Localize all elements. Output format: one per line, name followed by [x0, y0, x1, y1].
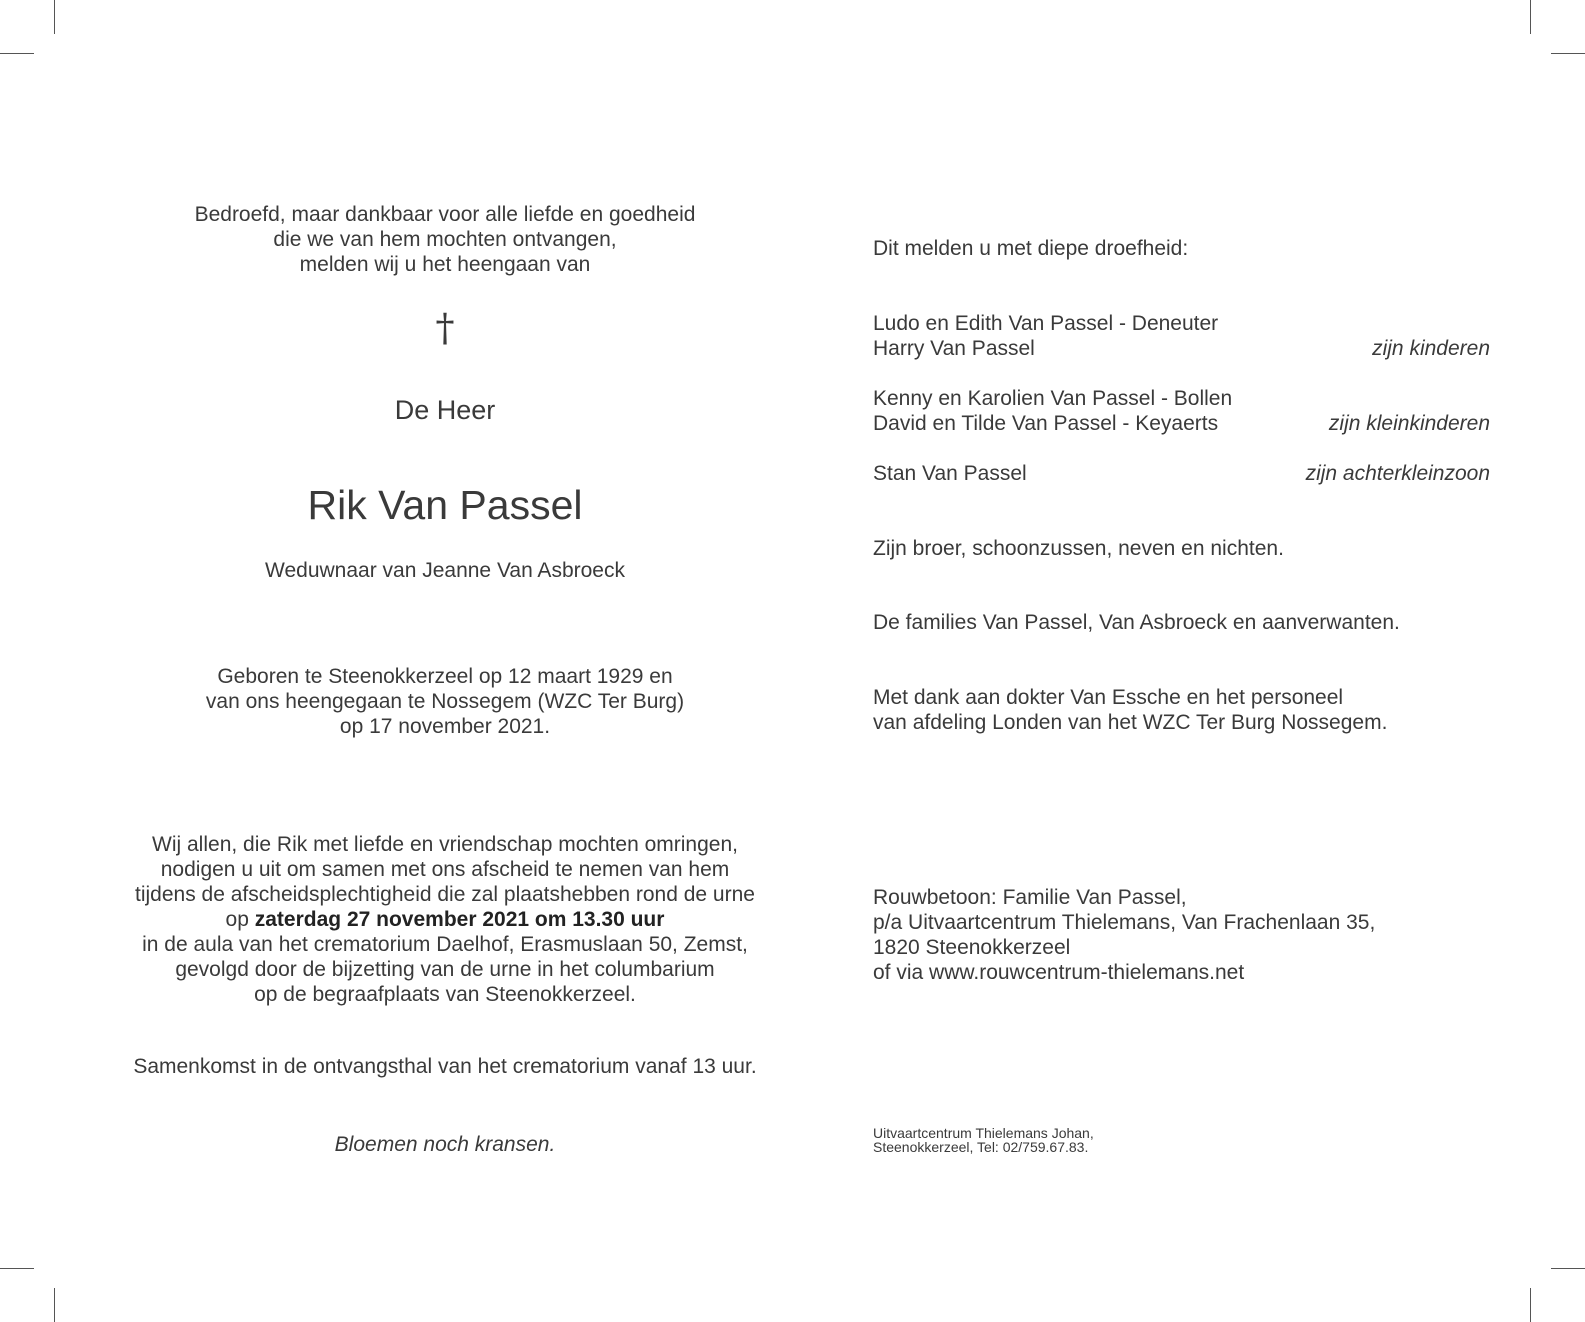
birth-line: op 17 november 2021.: [339, 715, 551, 738]
invitation-line: op de begraafplaats van Steenokkerzeel.: [254, 983, 636, 1006]
thanks-line: van afdeling Londen van het WZC Ter Burg Nossegem.: [873, 711, 1388, 734]
crop-mark: [1551, 53, 1585, 54]
great-grandchild-role: zijn achterkleinzoon: [1305, 462, 1490, 485]
crop-mark: [54, 0, 55, 34]
crop-mark: [1530, 1288, 1531, 1322]
great-grandchild-line: Stan Van Passel: [873, 462, 1027, 485]
intro-line: melden wij u het heengaan van: [299, 253, 591, 276]
children-line: Harry Van Passel: [873, 337, 1035, 360]
funeral-home-footer: Uitvaartcentrum Thielemans Johan,: [873, 1125, 1094, 1141]
flowers-text: Bloemen noch kransen.: [334, 1133, 556, 1156]
siblings-text: Zijn broer, schoonzussen, neven en nichten.: [873, 537, 1284, 560]
children-line: Ludo en Edith Van Passel - Deneuter: [873, 312, 1219, 335]
gathering-text: Samenkomst in de ontvangsthal van het crematorium vanaf 13 uur.: [133, 1055, 757, 1078]
grandchildren-line: David en Tilde Van Passel - Keyaerts: [873, 412, 1219, 435]
crop-mark: [54, 1288, 55, 1322]
funeral-home-footer: Steenokkerzeel, Tel: 02/759.67.83.: [873, 1139, 1089, 1155]
ceremony-datetime: zaterdag 27 november 2021 om 13.30 uur: [254, 908, 665, 931]
crop-mark: [1551, 1268, 1585, 1269]
grandchildren-role: zijn kleinkinderen: [1328, 412, 1490, 435]
crop-mark: [0, 1268, 34, 1269]
children-role: zijn kinderen: [1372, 337, 1490, 360]
invitation-line: Wij allen, die Rik met liefde en vriendschap mochten omringen,: [152, 833, 738, 856]
thanks-line: Met dank aan dokter Van Essche en het personeel: [873, 686, 1344, 709]
widower-text: Weduwnaar van Jeanne Van Asbroeck: [265, 559, 625, 582]
crop-mark: [1530, 0, 1531, 34]
deceased-name: Rik Van Passel: [307, 482, 583, 528]
invitation-text: [0, 832, 890, 1007]
invitation-line: nodigen u uit om samen met ons afscheid te nemen van hem: [160, 858, 730, 881]
invitation-line: tijdens de afscheidsplechtigheid die zal plaatshebben rond de urne: [135, 883, 755, 906]
invitation-prefix: op: [225, 908, 255, 931]
condolence-line: 1820 Steenokkerzeel: [873, 936, 1071, 959]
salutation: De Heer: [394, 395, 496, 425]
intro-line: Bedroefd, maar dankbaar voor alle liefde en goedheid: [194, 203, 696, 226]
grandchildren-line: Kenny en Karolien Van Passel - Bollen: [873, 387, 1233, 410]
birth-line: van ons heengegaan te Nossegem (WZC Ter Burg): [205, 690, 685, 713]
invitation-line: in de aula van het crematorium Daelhof, Erasmuslaan 50, Zemst,: [142, 933, 748, 956]
birth-line: Geboren te Steenokkerzeel op 12 maart 1929 en: [217, 665, 673, 688]
condolence-line: p/a Uitvaartcentrum Thielemans, Van Frachenlaan 35,: [873, 911, 1376, 934]
crop-mark: [0, 53, 34, 54]
announcement: Dit melden u met diepe droefheid:: [873, 237, 1189, 260]
condolence-line: of via www.rouwcentrum-thielemans.net: [873, 961, 1245, 984]
condolence-line: Rouwbetoon: Familie Van Passel,: [873, 886, 1187, 909]
invitation-line: [0, 907, 890, 932]
families-text: De families Van Passel, Van Asbroeck en aanverwanten.: [873, 611, 1400, 634]
intro-text: [0, 202, 890, 277]
invitation-line: gevolgd door de bijzetting van de urne in het columbarium: [175, 958, 715, 981]
birth-death-text: [0, 664, 890, 739]
cross-icon: †: [435, 306, 455, 350]
intro-line: die we van hem mochten ontvangen,: [273, 228, 617, 251]
